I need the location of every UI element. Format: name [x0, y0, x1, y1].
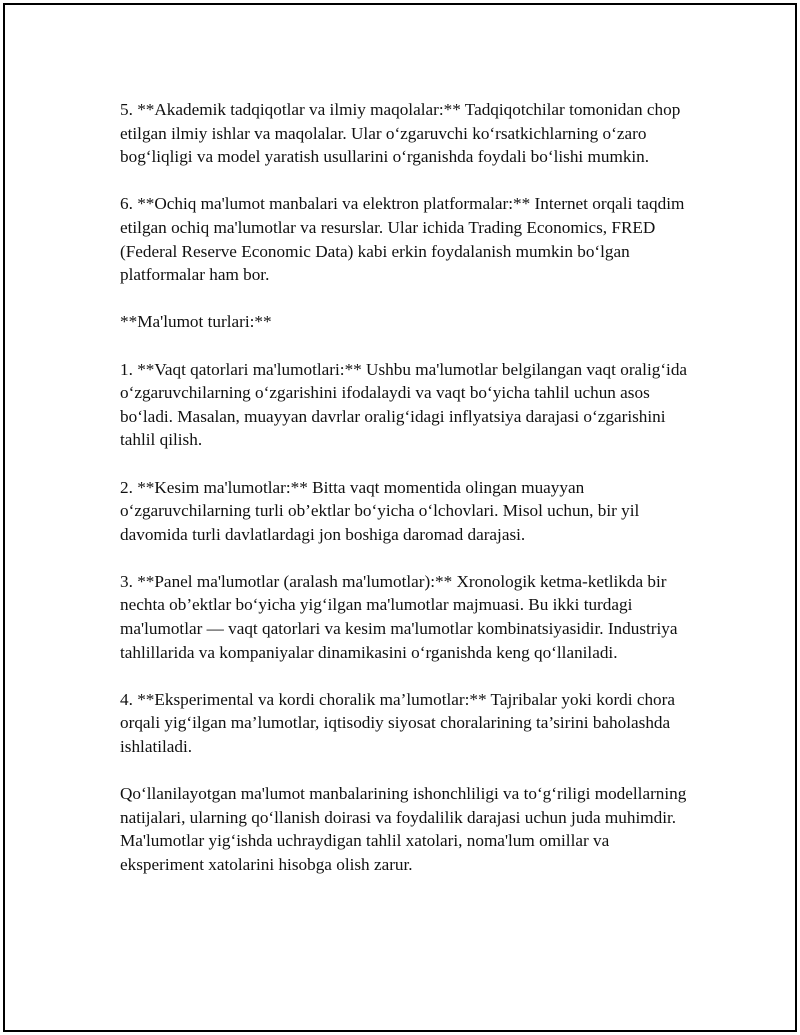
paragraph-item-4-experimental-data: 4. **Eksperimental va kordi choralik ma’lumotlar:** Tajribalar yoki kordi chora orqali yig‘ilgan ma’lumotlar, iqtisodiy siyosat choralarining ta’sirini baholashda ishlatiladi.: [120, 689, 676, 757]
paragraph-item-3-panel-data: 3. **Panel ma'lumotlar (aralash ma'lumotlar):** Xronologik ketma-ketlikda bir nechta ob’ektlar bo‘yicha yig‘ilgan ma'lumotlar majmuasi. Bu ikki turdagi ma'lumotlar — vaqt qatorlari va kesim ma'lumotlar kombinatsiyasidir. Industriya tahlillarida va kompaniyalar dinamikasini o‘rganishda keng qo‘llaniladi.: [120, 571, 678, 662]
paragraph-item-2-cross-section: 2. **Kesim ma'lumotlar:** Bitta vaqt momentida olingan muayyan o‘zgaruvchilarning turli ob’ektlar bo‘yicha o‘lchovlari. Misol uchun, bir yil davomida turli davlatlardagi jon boshiga daromad darajasi.: [120, 477, 640, 544]
paragraph-conclusion: Qo‘llanilayotgan ma'lumot manbalarining ishonchliligi va to‘g‘riligi modellarning natijalari, ularning qo‘llanish doirasi va foydalilik darajasi uchun juda muhimdir. Ma'lumotlar yig‘ishda uchraydigan tahlil xatolari, noma'lum omillar va eksperiment xatolarini hisobga olish zarur.: [120, 784, 687, 874]
paragraph-item-1-time-series: 1. **Vaqt qatorlari ma'lumotlari:** Ushbu ma'lumotlar belgilangan vaqt oralig‘ida o‘zgaruvchilarning o‘zgarishini ifodalaydi va vaqt bo‘yicha tahlil uchun asos bo‘ladi. Masalan, muayyan davrlar oralig‘idagi inflyatsiya darajasi o‘zgarishini tahlil qilish.: [120, 359, 688, 450]
section-heading-data-types: **Ma'lumot turlari:**: [120, 312, 272, 332]
page-frame: [3, 3, 797, 1032]
paragraph-item-6-open-data-sources: 6. **Ochiq ma'lumot manbalari va elektron platformalar:** Internet orqali taqdim etilgan ochiq ma'lumotlar va resurslar. Ular ichida Trading Economics, FRED (Federal Reserve Economic Data) kabi erkin foydalanish mumkin bo‘lgan platformalar ham bor.: [120, 194, 685, 285]
document-body: [120, 98, 690, 877]
paragraph-item-5-academic-research: 5. **Akademik tadqiqotlar va ilmiy maqolalar:** Tadqiqotchilar tomonidan chop etilgan ilmiy ishlar va maqolalar. Ular o‘zgaruvchi ko‘rsatkichlarning o‘zaro bog‘liqligi va model yaratish usullarini o‘rganishda foydali bo‘lishi mumkin.: [120, 100, 681, 167]
